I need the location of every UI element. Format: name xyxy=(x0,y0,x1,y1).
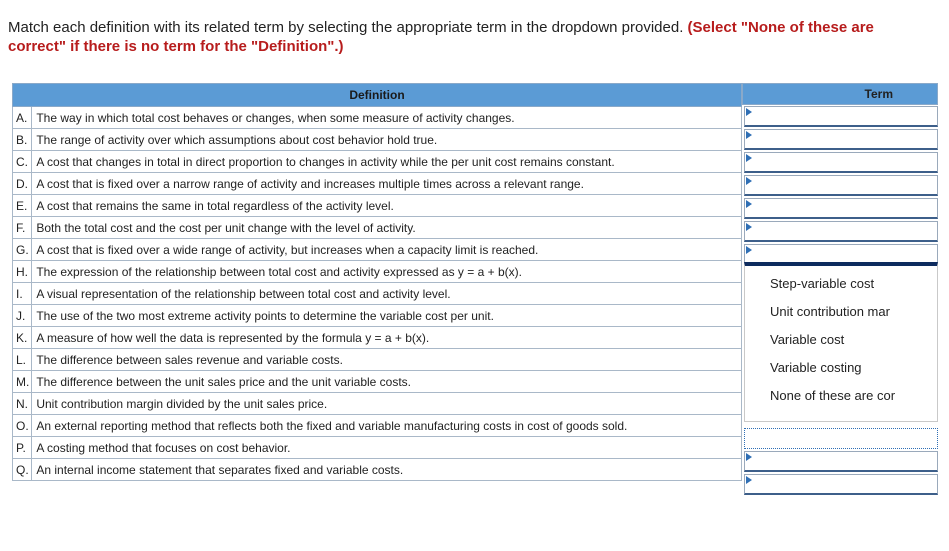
definition-row xyxy=(13,173,742,195)
definition-row xyxy=(13,151,742,173)
definition-letter: A. xyxy=(13,107,32,129)
dropdown-arrow-icon xyxy=(746,154,752,162)
definition-text: The use of the two most extreme activity points to determine the variable cost per unit. xyxy=(32,305,742,327)
definition-letter: E. xyxy=(13,195,32,217)
term-select[interactable] xyxy=(744,152,938,173)
dropdown-arrow-icon xyxy=(746,453,752,461)
definition-text: A cost that remains the same in total regardless of the activity level. xyxy=(32,195,742,217)
dropdown-option[interactable]: Step-variable cost xyxy=(770,276,875,291)
definition-letter: F. xyxy=(13,217,32,239)
dropdown-option[interactable]: Variable costing xyxy=(770,360,862,375)
definition-letter: C. xyxy=(13,151,32,173)
term-select[interactable] xyxy=(744,198,938,219)
definition-row xyxy=(13,261,742,283)
definition-header: Definition xyxy=(13,84,742,107)
dropdown-arrow-icon xyxy=(746,108,752,116)
definition-text: An external reporting method that reflects both the fixed and variable manufacturing costs in cost of goods sold. xyxy=(32,415,742,437)
dropdown-arrow-icon xyxy=(746,246,752,254)
dropdown-option[interactable]: Unit contribution mar xyxy=(770,304,890,319)
term-select[interactable] xyxy=(744,175,938,196)
dropdown-arrow-icon xyxy=(746,200,752,208)
definition-row xyxy=(13,327,742,349)
definition-row xyxy=(13,393,742,415)
instructions-main: Match each definition with its related term by selecting the appropriate term in the dropdown provided. xyxy=(8,19,688,36)
definition-text: The difference between sales revenue and variable costs. xyxy=(32,349,742,371)
definition-letter: N. xyxy=(13,393,32,415)
definition-text: Both the total cost and the cost per unit change with the level of activity. xyxy=(32,217,742,239)
definition-letter: Q. xyxy=(13,459,32,481)
definition-letter: I. xyxy=(13,283,32,305)
definition-row xyxy=(13,371,742,393)
term-select[interactable] xyxy=(744,129,938,150)
definition-letter: H. xyxy=(13,261,32,283)
definition-row xyxy=(13,217,742,239)
instructions-highlight: (Select "None of these are correct" if there is no term for the "Definition".) xyxy=(8,19,874,55)
definition-letter: D. xyxy=(13,173,32,195)
definition-letter: J. xyxy=(13,305,32,327)
definition-text: The expression of the relationship between total cost and activity expressed as y = a + b(x). xyxy=(32,261,742,283)
definition-text: A visual representation of the relationship between total cost and activity level. xyxy=(32,283,742,305)
term-select[interactable] xyxy=(744,474,938,495)
definitions-table xyxy=(12,83,742,481)
definition-text: Unit contribution margin divided by the unit sales price. xyxy=(32,393,742,415)
instructions xyxy=(8,18,908,56)
term-dropdown-list[interactable] xyxy=(744,262,938,422)
definition-text: A cost that is fixed over a narrow range of activity and increases multiple times across a relevant range. xyxy=(32,173,742,195)
definition-letter: K. xyxy=(13,327,32,349)
definition-text: A measure of how well the data is represented by the formula y = a + b(x). xyxy=(32,327,742,349)
definition-letter: P. xyxy=(13,437,32,459)
term-select[interactable] xyxy=(744,221,938,242)
definition-text: A costing method that focuses on cost behavior. xyxy=(32,437,742,459)
dropdown-arrow-icon xyxy=(746,177,752,185)
definition-text: An internal income statement that separates fixed and variable costs. xyxy=(32,459,742,481)
definition-row xyxy=(13,283,742,305)
dropdown-arrow-icon xyxy=(746,131,752,139)
definition-row xyxy=(13,129,742,151)
definition-row xyxy=(13,437,742,459)
definition-row xyxy=(13,239,742,261)
term-select[interactable] xyxy=(744,106,938,127)
definition-row xyxy=(13,349,742,371)
definition-text: The range of activity over which assumptions about cost behavior hold true. xyxy=(32,129,742,151)
definition-text: The difference between the unit sales price and the unit variable costs. xyxy=(32,371,742,393)
definition-text: The way in which total cost behaves or changes, when some measure of activity changes. xyxy=(32,107,742,129)
term-header: Term xyxy=(742,83,938,105)
definition-row xyxy=(13,415,742,437)
term-select[interactable] xyxy=(744,428,938,449)
definition-letter: O. xyxy=(13,415,32,437)
definition-text: A cost that is fixed over a wide range of activity, but increases when a capacity limit is reached. xyxy=(32,239,742,261)
definition-text: A cost that changes in total in direct proportion to changes in activity while the per unit cost remains constant. xyxy=(32,151,742,173)
definition-letter: B. xyxy=(13,129,32,151)
definition-letter: L. xyxy=(13,349,32,371)
definition-row xyxy=(13,459,742,481)
dropdown-arrow-icon xyxy=(746,476,752,484)
term-select[interactable] xyxy=(744,451,938,472)
definition-letter: M. xyxy=(13,371,32,393)
definition-letter: G. xyxy=(13,239,32,261)
definition-row xyxy=(13,107,742,129)
dropdown-option[interactable]: None of these are cor xyxy=(770,388,896,403)
dropdown-arrow-icon xyxy=(746,223,752,231)
definition-row xyxy=(13,305,742,327)
dropdown-option[interactable]: Variable cost xyxy=(770,332,845,347)
definition-row xyxy=(13,195,742,217)
